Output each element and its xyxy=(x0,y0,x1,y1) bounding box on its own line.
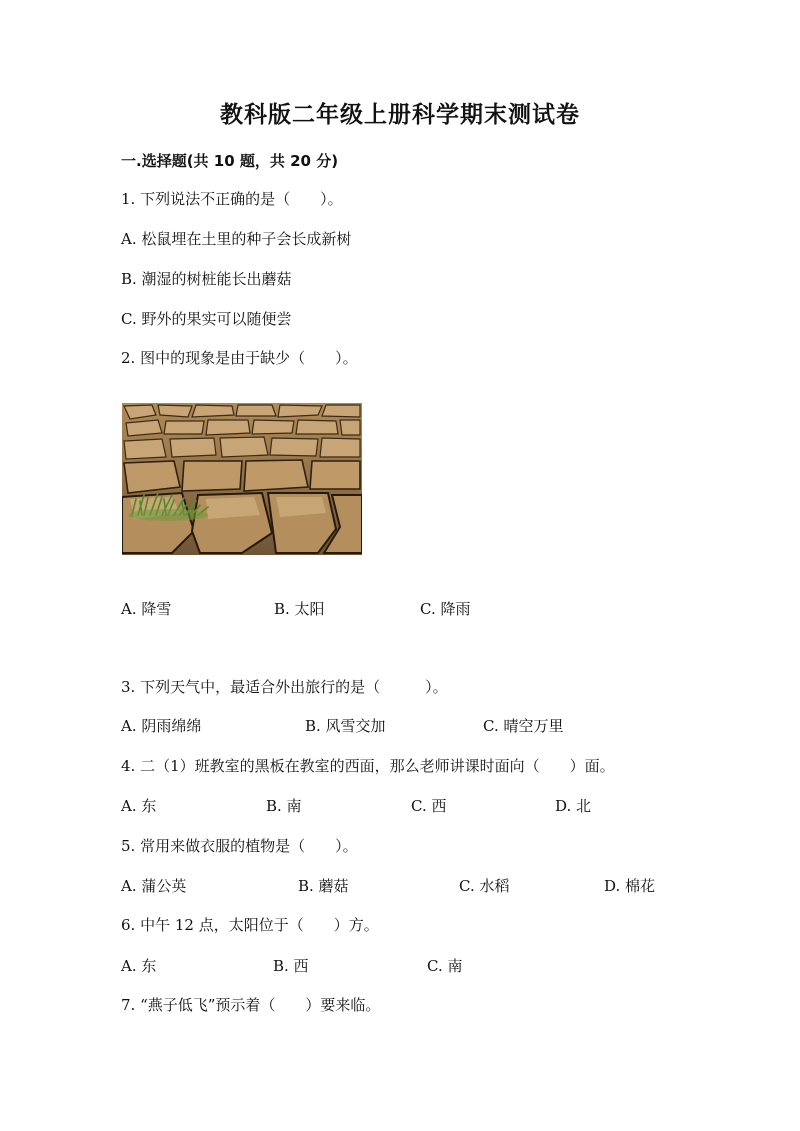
q5-option-b: B. 蘑菇 xyxy=(298,877,349,895)
question-7: 7. “燕子低飞”预示着（ ）要来临。 xyxy=(121,996,381,1014)
page-title: 教科版二年级上册科学期末测试卷 xyxy=(220,102,580,128)
q6-option-c: C. 南 xyxy=(427,957,463,975)
q4-option-d: D. 北 xyxy=(555,797,592,815)
question-4: 4. 二（1）班教室的黑板在教室的西面，那么老师讲课时面向（ ）面。 xyxy=(121,757,615,775)
cracked-earth-image xyxy=(122,403,362,555)
question-2: 2. 图中的现象是由于缺少（ ）。 xyxy=(121,349,358,367)
q1-option-c: C. 野外的果实可以随便尝 xyxy=(121,310,292,328)
q2-option-a: A. 降雪 xyxy=(121,600,172,618)
question-6: 6. 中午 12 点，太阳位于（ ）方。 xyxy=(121,916,379,934)
q2-option-b: B. 太阳 xyxy=(274,600,325,618)
q5-option-a: A. 蒲公英 xyxy=(121,877,187,895)
section-heading: 一.选择题(共 10 题，共 20 分) xyxy=(121,152,339,170)
q2-option-c: C. 降雨 xyxy=(420,600,471,618)
question-1: 1. 下列说法不正确的是（ ）。 xyxy=(121,190,343,208)
q3-option-c: C. 晴空万里 xyxy=(483,717,564,735)
q6-option-a: A. 东 xyxy=(121,957,157,975)
q4-option-c: C. 西 xyxy=(411,797,447,815)
q4-option-b: B. 南 xyxy=(266,797,302,815)
q4-option-a: A. 东 xyxy=(121,797,157,815)
q6-option-b: B. 西 xyxy=(273,957,309,975)
q5-option-d: D. 棉花 xyxy=(604,877,656,895)
q3-option-a: A. 阴雨绵绵 xyxy=(121,717,202,735)
question-5: 5. 常用来做衣服的植物是（ ）。 xyxy=(121,837,358,855)
q1-option-a: A. 松鼠埋在土里的种子会长成新树 xyxy=(121,230,352,248)
q3-option-b: B. 风雪交加 xyxy=(305,717,386,735)
question-3: 3. 下列天气中，最适合外出旅行的是（ ）。 xyxy=(121,678,448,696)
q1-option-b: B. 潮湿的树桩能长出蘑菇 xyxy=(121,270,292,288)
q5-option-c: C. 水稻 xyxy=(459,877,510,895)
